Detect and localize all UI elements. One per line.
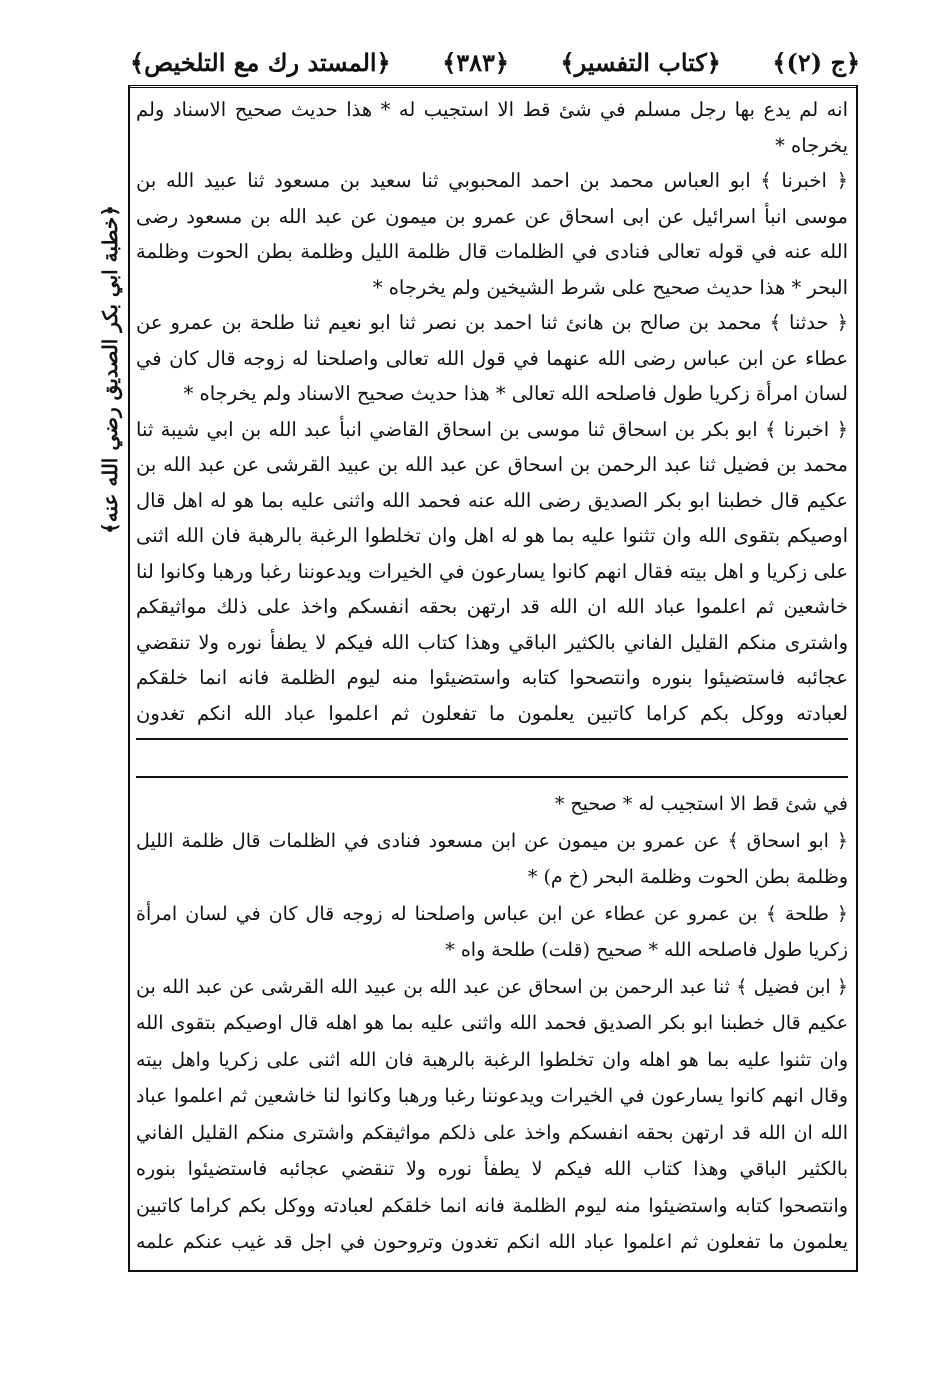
paragraph: ﴿ اخبرنا ﴾ ابو بكر بن اسحاق ثنا موسى بن اسحاق القاضي انبأ عبد الله بن ابي شيبة ثنا محمد بن فضيل ثنا عبد الرحمن بن اسحاق عن عبد الله بن عبيد القرشى عن عبد الله بن عكيم قال خطبنا ابو بكر الصديق رضى الله عنه فحمد الله واثنى عليه بما هو له اهل قال اوصيكم بتقوى الله وان تثنوا عليه بما هو له اهل وان تخلطوا الرغبة بالرهبة فان الله اثنى على زكريا و اهل بيته فقال انهم كانوا يسارعون في الخيرات ويدعوننا رغبا ورهبا وكانوا لنا خاشعين ثم اعلموا عباد الله ان الله قد ارتهن بحقه انفسكم واخذ على ذلك مواثيقكم واشترى منكم القليل الفاني بالكثير الباقي وهذا كتاب الله فيكم لا يطفأ نوره ولا تنقضي عجائبه فاستضيئوا بنوره وانتصحوا كتابه واستضيئوا منه ليوم الظلمة فانه انما خلقكم لعبادته ووكل بكم كراما كاتبين يعلمون ما تفعلون ثم اعلموا عباد الله انكم تغدون — [136, 417, 848, 725]
paragraph: ﴿ ابن فضيل ﴾ ثنا عبد الرحمن بن اسحاق عن عبد الله بن عبيد الله القرشى عن عبد الله بن عكيم قال خطبنا ابو بكر الصديق فحمد الله واثنى عليه بما هو اهله قال اوصيكم بتقوى الله وان تثنوا عليه بما هو اهله وان تخلطوا الرغبة بالرهبة فان الله اثنى على زكريا واهل بيته وقال انهم كانوا يسارعون في الخيرات ويدعوننا رغبا ورهبا وكانوا لنا خاشعين ثم اعلموا عباد الله ان الله قد ارتهن بحقه انفسكم واخذ على ذلكم مواثيقكم واشترى منكم القليل الفاني بالكثير الباقي وهذا كتاب الله فيكم لا يطفأ نوره ولا تنقضي عجائبه فاستضيئوا بنوره وانتصحوا كتابه واستضيئوا منه ليوم الظلمة فانه انما خلقكم لعبادته ووكل بكم كراما كاتبين يعلمون ما تفعلون ثم اعلموا عباد الله انكم تغدون وتروحون في اجل قد غيب عنكم علمه — [136, 975, 848, 1253]
section-divider — [136, 738, 848, 740]
chapter-title: ﴿كتاب التفسير﴾ — [560, 47, 721, 77]
mustadrak-text — [136, 92, 848, 737]
volume-number: ﴿ج (٢)﴾ — [772, 47, 860, 77]
paragraph: في شئ قط الا استجيب له * صحيح * — [554, 793, 848, 815]
paragraph: ﴿ حدثنا ﴾ محمد بن صالح بن هانئ ثنا احمد بن نصر ثنا ابو نعيم ثنا طلحة بن عمرو عن عطاء عن ابن عباس رضى الله عنهما في قول الله تعالى واصلحنا له زوجه قال كان في لسان امرأة زكريا طول فاصلحه الله تعالى * هذا حديث صحيح الاسناد ولم يخرجاه * — [136, 311, 848, 405]
book-title: ﴿المستد رك مع التلخيص﴾ — [130, 47, 391, 77]
page-header — [130, 40, 860, 84]
paragraph: انه لم يدع بها رجل مسلم في شئ قط الا استجيب له * هذا حديث صحيح الاسناد ولم يخرجاه * — [136, 98, 848, 157]
section-divider — [136, 776, 848, 778]
page-number: ﴿٣٨٣﴾ — [442, 47, 509, 77]
paragraph: ﴿ ابو اسحاق ﴾ عن عمرو بن ميمون عن ابن مسعود فنادى في الظلمات قال ظلمة الليل وظلمة بطن الحوت وظلمة البحر (خ م) * — [136, 829, 848, 888]
paragraph: ﴿ طلحة ﴾ بن عمرو عن عطاء عن ابن عباس واصلحنا له زوجه قال كان في لسان امرأة زكريا طول فاصلحه الله * صحيح (قلت) طلحة واه * — [136, 902, 848, 961]
margin-note: ﴿خطبة ابي بكر الصديق رضي الله عنه﴾ — [98, 205, 122, 534]
paragraph: ﴿ اخبرنا ﴾ ابو العباس محمد بن احمد المحبوبي ثنا سعيد بن مسعود ثنا عبيد الله بن موسى انبأ اسرائيل عن ابى اسحاق عن عمرو بن ميمون عن عبد الله بن مسعود رضى الله عنه في قوله تعالى فنادى في الظلمات قال ظلمة الليل وظلمة بطن الحوت وظلمة البحر * هذا حديث صحيح على شرط الشيخين ولم يخرجاه * — [136, 169, 848, 299]
talkhis-text — [136, 786, 848, 1262]
